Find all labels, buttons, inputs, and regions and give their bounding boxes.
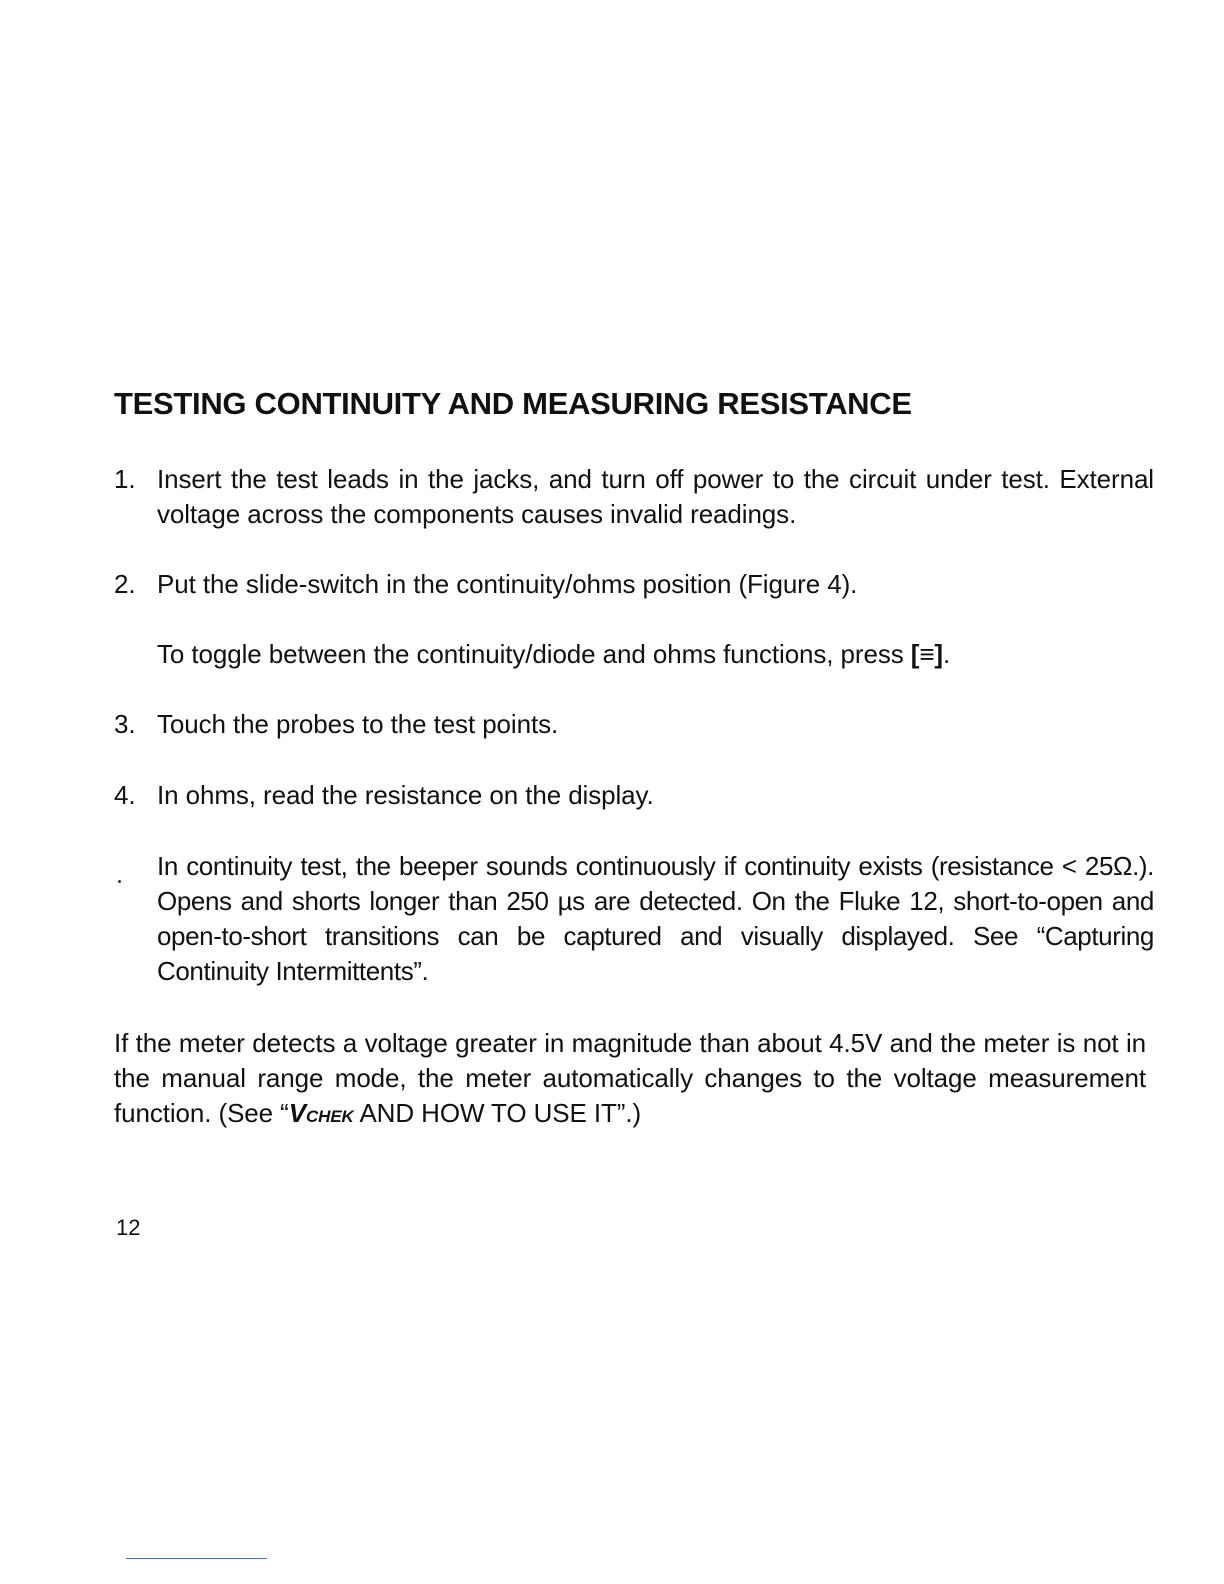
autoswitch-text: If the meter detects a voltage greater in magnitude than about 4.5V and the meter is not in the manual range mode, the meter automatically changes to the voltage measurement function. (See “	[114, 1028, 1146, 1128]
autoswitch-paragraph	[114, 1026, 1146, 1134]
step-text: Put the slide-switch in the continuity/ohms position (Figure 4).	[157, 569, 858, 599]
toggle-note-text: To toggle between the continuity/diode and ohms functions, press	[157, 639, 911, 669]
page-number: 12	[116, 1215, 141, 1240]
step-text: Touch the probes to the test points.	[157, 709, 559, 739]
step-2	[114, 567, 1154, 602]
autoswitch-text-end: AND HOW TO USE IT”.)	[353, 1098, 642, 1128]
step-number: 3.	[114, 709, 136, 739]
vchek-label: CHEK	[305, 1107, 354, 1126]
continuity-note-text: In continuity test, the beeper sounds continuously if continuity exists (resistance < 25Ω.). Opens and shorts longer than 250 µs are detected. On the Fluke 12, short-to-open and open-to-short transitions can be captured and visually displayed. See “Capturing Continuity Intermittents”.	[157, 851, 1154, 986]
continuity-key-icon: [≡]	[910, 639, 943, 669]
toggle-note	[114, 637, 1154, 672]
vchek-logo-icon: V	[288, 1098, 306, 1128]
step-number: 4.	[114, 780, 136, 810]
step-number: 1.	[114, 464, 136, 494]
step-text: Insert the test leads in the jacks, and turn off power to the circuit under test. External voltage across the components causes invalid readings.	[157, 464, 1154, 529]
scan-artifact-line	[126, 1558, 267, 1559]
toggle-note-end: .	[942, 639, 951, 669]
step-4	[114, 778, 1154, 813]
step-number: 2.	[114, 569, 136, 599]
step-1	[114, 462, 1154, 532]
continuity-note	[114, 849, 1154, 989]
step-text: In ohms, read the resistance on the display.	[157, 780, 654, 810]
step-3	[114, 707, 1154, 742]
section-heading: TESTING CONTINUITY AND MEASURING RESISTANCE	[114, 386, 912, 421]
